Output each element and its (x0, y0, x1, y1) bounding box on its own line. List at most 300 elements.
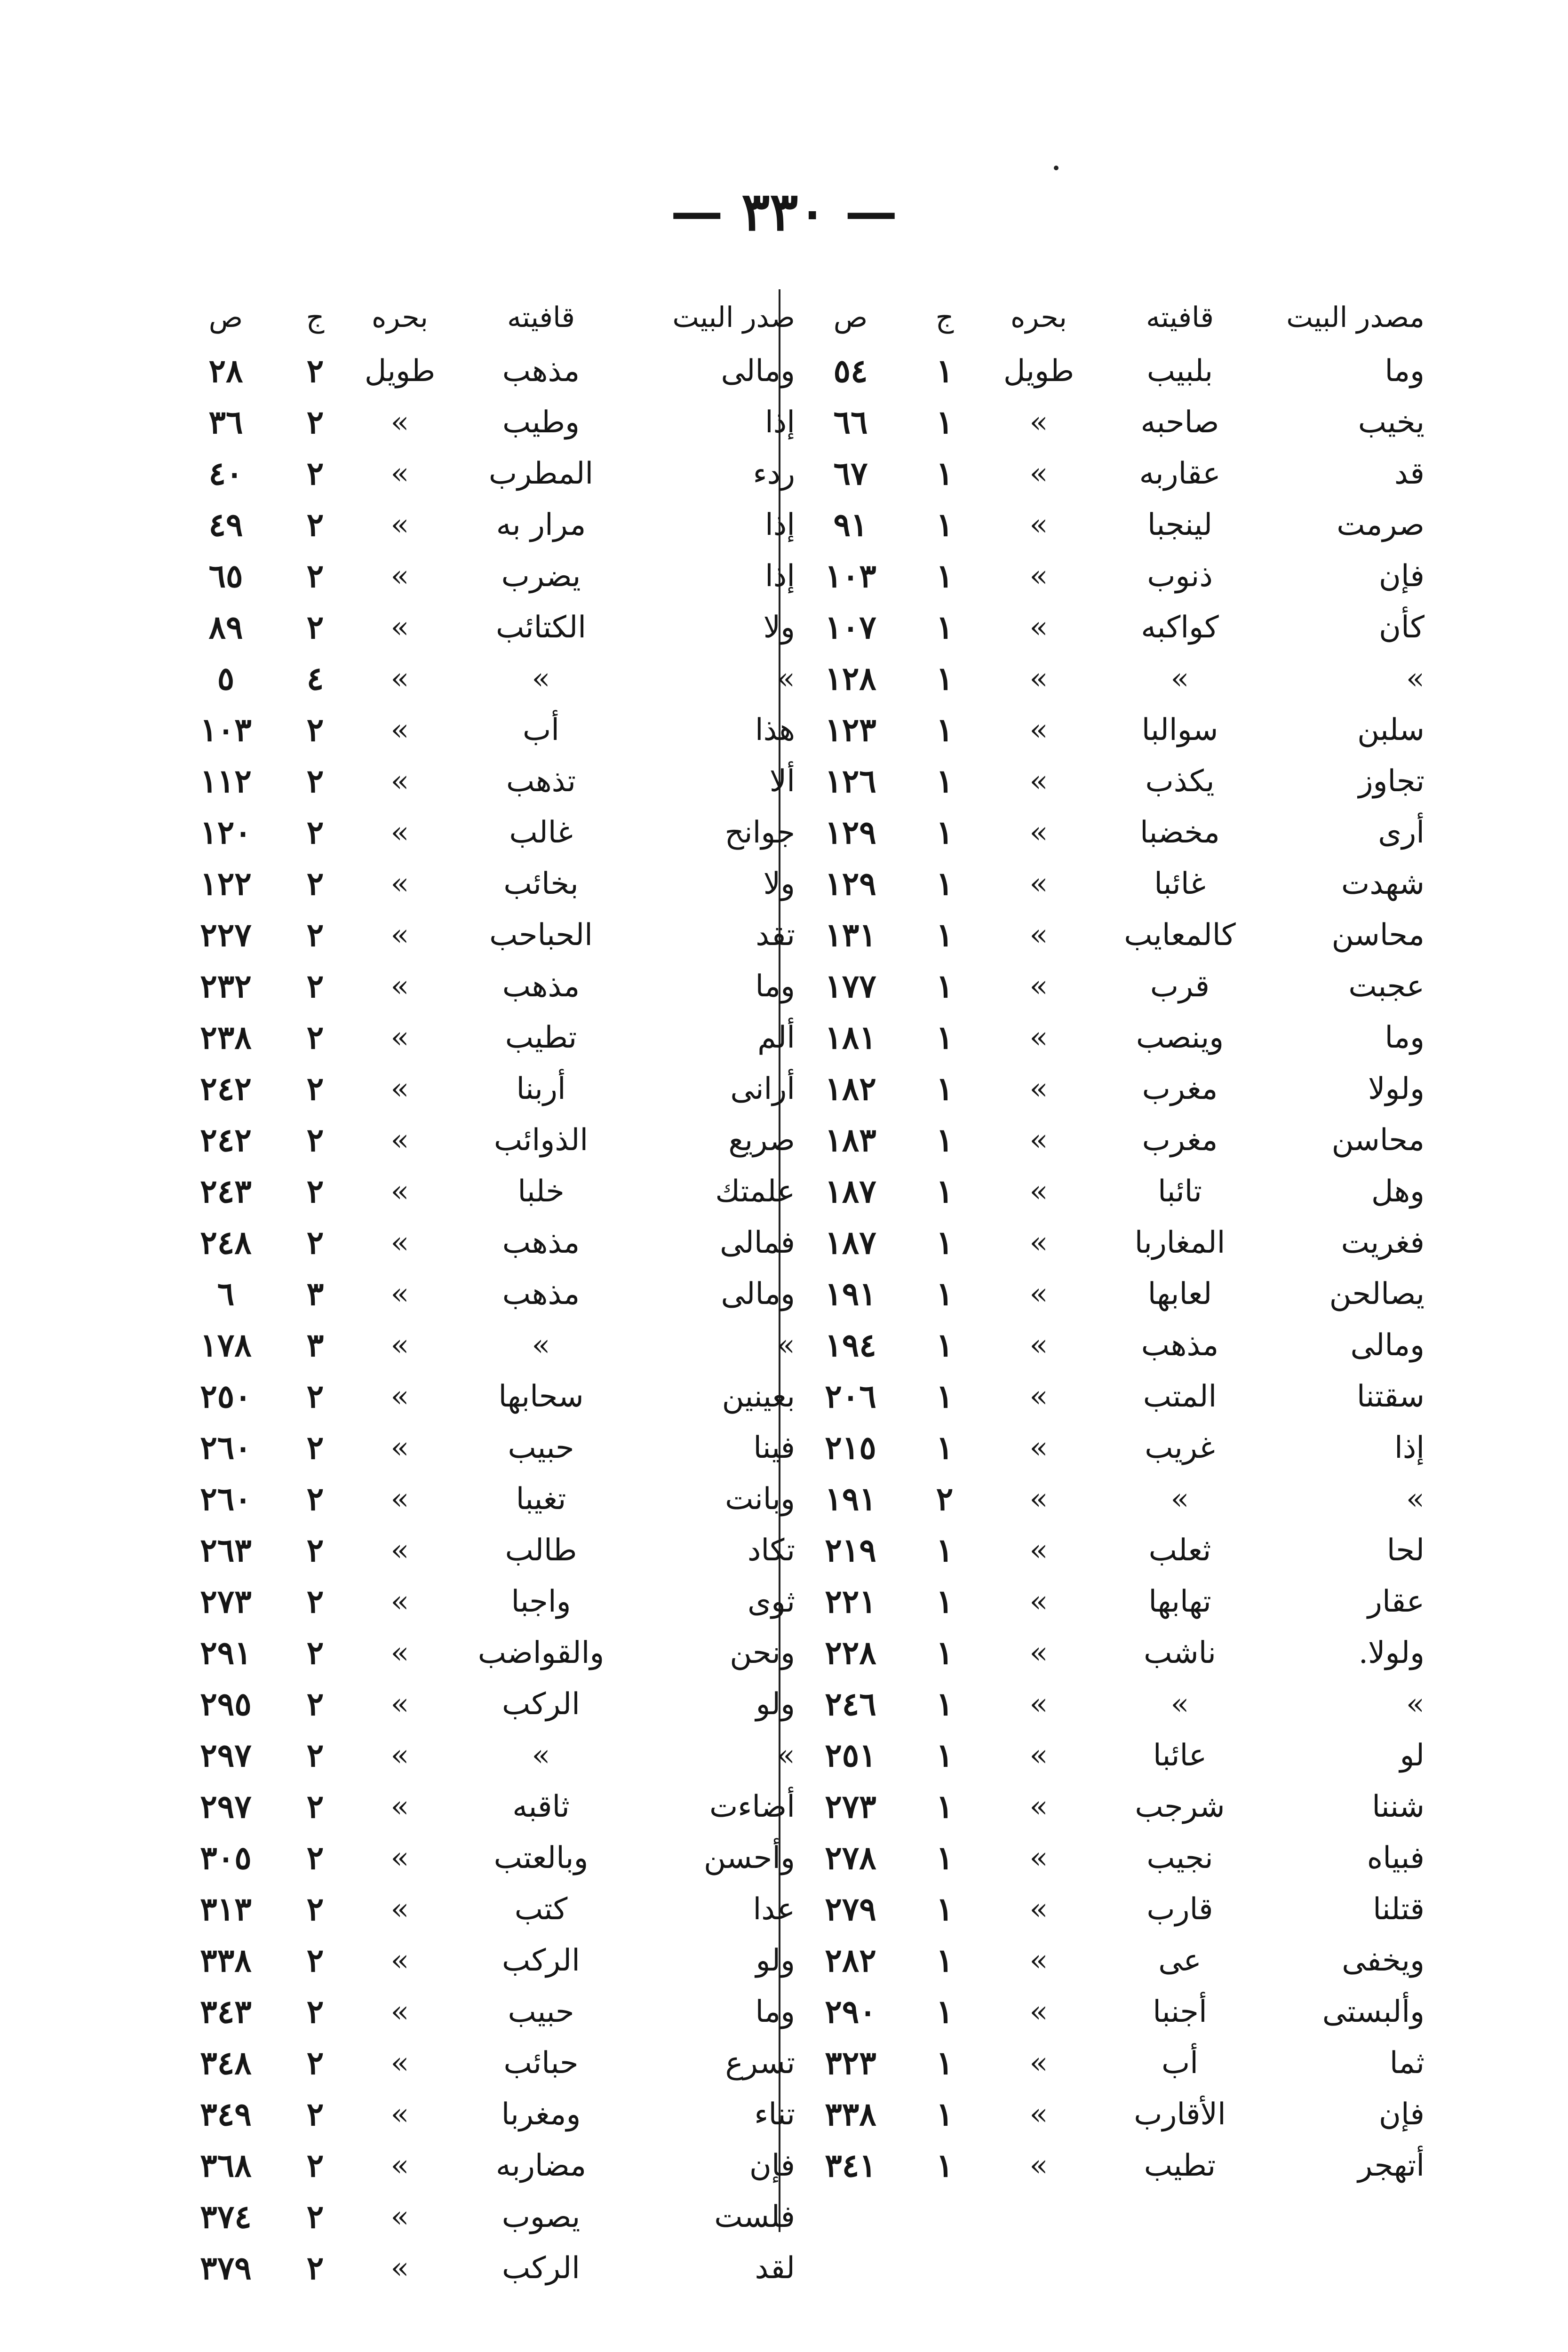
entry-safha: ١٢٢ (200, 865, 252, 903)
entry-safha: ١٣١ (825, 916, 876, 954)
entry-qafiya: وينصب (1136, 1020, 1224, 1055)
entry-bahr: » (390, 508, 409, 542)
entry-sadr: لحا (1386, 1533, 1425, 1568)
entry-qafiya: الأقارب (1134, 2097, 1226, 2132)
entry-sadr: سلبن (1357, 713, 1425, 747)
entry-safha: ٢٣٨ (200, 1019, 252, 1057)
entry-sadr: فينا (753, 1430, 795, 1465)
entry-bahr: » (390, 1533, 409, 1568)
entry-sadr: لو (1400, 1738, 1425, 1773)
entry-juz: ١ (936, 865, 954, 903)
header-bahr: بحره (372, 301, 428, 334)
entry-bahr: طويل (1003, 354, 1075, 389)
entry-bahr: » (1029, 1738, 1048, 1773)
entry-sadr: إذا (764, 405, 795, 440)
entry-sadr: فلست (714, 2200, 795, 2234)
entry-safha: ٣٣٨ (825, 2096, 876, 2133)
entry-sadr: ردء (753, 456, 795, 491)
table-row (151, 1730, 804, 1781)
entry-juz: ١ (936, 660, 954, 698)
table-row (151, 1628, 804, 1679)
table-row (780, 1371, 1434, 1422)
entry-sadr: ومالى (721, 354, 795, 389)
entry-juz: ٢ (306, 814, 324, 851)
entry-bahr: طويل (364, 354, 436, 389)
entry-sadr: وبانت (725, 1482, 795, 1517)
header-qafiya: قافيته (1146, 301, 1214, 334)
entry-bahr: » (390, 866, 409, 901)
entry-qafiya: أربنا (516, 1072, 566, 1106)
entry-juz: ٢ (306, 1532, 324, 1569)
entry-bahr: » (1029, 1943, 1048, 1978)
entry-qafiya: تغيبا (516, 1482, 566, 1517)
entry-sadr: فبياه (1367, 1841, 1425, 1875)
entry-qafiya: تذهب (506, 764, 576, 799)
entry-juz: ١ (936, 1070, 954, 1108)
entry-sadr: » (1406, 1482, 1425, 1517)
entry-qafiya: غائبا (1154, 866, 1206, 901)
header-safha: ص (833, 301, 868, 334)
entry-sadr: بعينين (722, 1379, 795, 1414)
table-row (780, 1320, 1434, 1371)
entry-qafiya: غريب (1145, 1430, 1215, 1465)
entry-qafiya: لينجبا (1147, 508, 1213, 542)
entry-juz: ٢ (306, 2147, 324, 2185)
entry-bahr: » (390, 1072, 409, 1106)
entry-juz: ٢ (306, 2198, 324, 2236)
entry-safha: ٥٤ (833, 352, 868, 390)
entry-bahr: » (1029, 1789, 1048, 1824)
entry-safha: ٣٧٩ (200, 2249, 252, 2287)
entry-bahr: » (1029, 1636, 1048, 1670)
table-row (151, 756, 804, 807)
entry-sadr: » (776, 1328, 795, 1363)
entry-juz: ٢ (306, 609, 324, 646)
entry-qafiya: كالمعايب (1124, 918, 1236, 953)
entry-safha: ٢٤٢ (200, 1070, 252, 1108)
entry-bahr: » (390, 661, 409, 696)
entry-juz: ١ (936, 404, 954, 441)
entry-bahr: » (1029, 1379, 1048, 1414)
entry-bahr: » (390, 1789, 409, 1824)
entry-juz: ١ (936, 506, 954, 544)
entry-bahr: » (390, 969, 409, 1004)
entry-juz: ٢ (936, 1480, 954, 1518)
table-row (780, 1730, 1434, 1781)
entry-bahr: » (1029, 764, 1048, 799)
table-row (151, 1576, 804, 1628)
entry-bahr: » (390, 1123, 409, 1158)
entry-qafiya: مذهب (502, 1277, 580, 1311)
entry-sadr: تقد (756, 918, 795, 953)
table-row (780, 1166, 1434, 1217)
entry-bahr: » (1029, 1277, 1048, 1311)
entry-bahr: » (390, 2200, 409, 2234)
entry-bahr: » (1029, 661, 1048, 696)
entry-sadr: عدا (753, 1892, 795, 1927)
entry-bahr: » (1029, 559, 1048, 594)
entry-safha: ١٨٧ (825, 1173, 876, 1210)
entry-juz: ٤ (306, 660, 324, 698)
entry-qafiya: ثعلب (1148, 1533, 1211, 1568)
entry-sadr: وألبستى (1322, 1994, 1425, 2029)
entry-safha: ٢٨ (208, 352, 243, 390)
entry-safha: ٢٥٠ (200, 1378, 252, 1415)
entry-qafiya: الركب (502, 1943, 580, 1978)
table-row (151, 397, 804, 448)
entry-safha: ١٩١ (825, 1275, 876, 1313)
entry-juz: ٢ (306, 1891, 324, 1928)
entry-bahr: » (1029, 918, 1048, 953)
entry-sadr: » (1406, 1687, 1425, 1722)
entry-sadr: صرمت (1337, 508, 1425, 542)
entry-bahr: » (1029, 1430, 1048, 1465)
entry-sadr: أتهجر (1358, 2148, 1425, 2183)
entry-juz: ١ (936, 1121, 954, 1159)
entry-bahr: » (1029, 610, 1048, 645)
entry-juz: ٢ (306, 1429, 324, 1467)
entry-juz: ٢ (306, 711, 324, 749)
table-row (151, 1525, 804, 1576)
entry-safha: ٢٢٨ (825, 1634, 876, 1672)
entry-qafiya: المغاربا (1134, 1225, 1226, 1260)
entry-juz: ٢ (306, 404, 324, 441)
entry-juz: ١ (936, 968, 954, 1005)
entry-bahr: » (1029, 866, 1048, 901)
entry-safha: ١١٢ (200, 763, 252, 800)
table-row (780, 858, 1434, 910)
entry-safha: ٢٠٦ (825, 1378, 876, 1415)
page-number: — ٣٣٠ — (670, 181, 898, 243)
entry-safha: ٢٤٣ (200, 1173, 252, 1210)
entry-sadr: وما (1385, 1020, 1425, 1055)
entry-qafiya: مخضبا (1140, 815, 1220, 850)
entry-bahr: » (1029, 456, 1048, 491)
entry-juz: ٢ (306, 1378, 324, 1415)
table-row (780, 1576, 1434, 1628)
table-row (780, 2089, 1434, 2140)
entry-safha: ٢٩١ (200, 1634, 252, 1672)
entry-safha: ٢٥١ (825, 1737, 876, 1774)
entry-bahr: » (390, 2097, 409, 2132)
entry-qafiya: مذهب (1141, 1328, 1219, 1363)
entry-qafiya: » (532, 1738, 550, 1773)
entry-bahr: » (390, 918, 409, 953)
entry-qafiya: عى (1158, 1943, 1202, 1978)
entry-safha: ٢٨٢ (825, 1942, 876, 1979)
entry-juz: ٢ (306, 1224, 324, 1262)
entry-juz: ٢ (306, 865, 324, 903)
entry-sadr: ولا (763, 610, 795, 645)
entry-qafiya: مذهب (502, 1225, 580, 1260)
table-row (151, 602, 804, 653)
entry-juz: ١ (936, 814, 954, 851)
entry-safha: ٦٥ (208, 557, 243, 595)
entry-qafiya: » (532, 1328, 550, 1363)
table-row (780, 1422, 1434, 1474)
entry-sadr: هذا (755, 713, 795, 747)
entry-sadr: يخيب (1358, 405, 1425, 440)
entry-safha: ٢٤٦ (825, 1685, 876, 1723)
table-row (780, 756, 1434, 807)
table-row (780, 1833, 1434, 1884)
entry-juz: ٣ (306, 1327, 324, 1364)
entry-bahr: » (1029, 815, 1048, 850)
entry-qafiya: بلبيب (1146, 354, 1213, 389)
entry-sadr: تناء (754, 2097, 795, 2132)
table-row (780, 1884, 1434, 1935)
entry-juz: ٣ (306, 1275, 324, 1313)
entry-sadr: إذا (1394, 1430, 1425, 1465)
entry-juz: ١ (936, 1942, 954, 1979)
table-row (780, 2140, 1434, 2192)
entry-sadr: فإن (1378, 2097, 1425, 2132)
table-row (151, 2038, 804, 2089)
table-row (151, 961, 804, 1012)
entry-sadr: ولولا. (1358, 1636, 1425, 1670)
table-row (151, 1833, 804, 1884)
entry-qafiya: تائبا (1158, 1174, 1202, 1209)
table-row (151, 2140, 804, 2192)
entry-juz: ٢ (306, 1685, 324, 1723)
entry-juz: ٢ (306, 1070, 324, 1108)
entry-bahr: » (390, 764, 409, 799)
entry-sadr: عقار (1368, 1584, 1425, 1619)
table-row (780, 1679, 1434, 1730)
entry-juz: ١ (936, 609, 954, 646)
entry-safha: ٢٦٣ (200, 1532, 252, 1569)
entry-safha: ٢٧٣ (825, 1788, 876, 1826)
entry-bahr: » (390, 1328, 409, 1363)
entry-safha: ٦٧ (833, 455, 868, 493)
entry-safha: ١٨١ (825, 1019, 876, 1057)
entry-sadr: وما (755, 969, 795, 1004)
table-row (151, 1115, 804, 1166)
entry-safha: ٦٦ (833, 404, 868, 441)
entry-qafiya: حبيب (508, 1994, 574, 2029)
table-row (151, 2089, 804, 2140)
entry-qafiya: ومغربا (501, 2097, 581, 2132)
entry-safha: ٣٦٨ (200, 2147, 252, 2185)
table-row (780, 346, 1434, 397)
entry-sadr: تجاوز (1358, 764, 1425, 799)
entry-safha: ٢٢٧ (200, 916, 252, 954)
entry-safha: ٣٢٣ (825, 2044, 876, 2082)
entry-sadr: شننا (1372, 1789, 1425, 1824)
entry-safha: ٢٧٩ (825, 1891, 876, 1928)
entry-juz: ٢ (306, 1788, 324, 1826)
entry-qafiya: واجبا (511, 1584, 571, 1619)
entry-sadr: ومالى (721, 1277, 795, 1311)
entry-juz: ١ (936, 2044, 954, 2082)
entry-safha: ٢٩٧ (200, 1788, 252, 1826)
entry-qafiya: غالب (509, 815, 573, 850)
entry-juz: ٢ (306, 763, 324, 800)
entry-sadr: أضاءت (709, 1789, 795, 1824)
entry-qafiya: تطيب (505, 1020, 577, 1055)
entry-juz: ٢ (306, 1634, 324, 1672)
table-row (151, 1064, 804, 1115)
entry-qafiya: قرب (1150, 969, 1210, 1004)
entry-sadr: محاسن (1331, 1123, 1425, 1158)
entry-qafiya: وبالعتب (493, 1841, 589, 1875)
entry-qafiya: ناشب (1144, 1636, 1216, 1670)
entry-qafiya: طالب (505, 1533, 577, 1568)
entry-safha: ١٧٨ (200, 1327, 252, 1364)
entry-safha: ٣٦ (208, 404, 243, 441)
entry-juz: ٢ (306, 557, 324, 595)
entry-qafiya: أب (1161, 2046, 1199, 2081)
table-row (151, 551, 804, 602)
entry-sadr: تكاد (747, 1533, 795, 1568)
entry-safha: ٣١٣ (200, 1891, 252, 1928)
entry-juz: ١ (936, 1019, 954, 1057)
table-row (151, 448, 804, 500)
entry-sadr: كأن (1379, 610, 1425, 645)
entry-qafiya: المتب (1143, 1379, 1217, 1414)
entry-bahr: » (390, 1379, 409, 1414)
entry-qafiya: » (1170, 1482, 1189, 1517)
entry-qafiya: خلبا (517, 1174, 565, 1209)
entry-bahr: » (390, 1277, 409, 1311)
entry-juz: ١ (936, 2096, 954, 2133)
table-row (151, 1884, 804, 1935)
index-column-right (780, 289, 1434, 2312)
table-row (780, 397, 1434, 448)
entry-safha: ٣٧٤ (200, 2198, 252, 2236)
table-row (151, 910, 804, 961)
entry-sadr: أرانى (730, 1072, 795, 1106)
entry-sadr: فإن (749, 2148, 795, 2183)
entry-sadr: ثوى (748, 1584, 795, 1619)
entry-juz: ٢ (306, 2249, 324, 2287)
entry-bahr: » (1029, 1841, 1048, 1875)
entry-sadr: » (1406, 661, 1425, 696)
table-row (780, 1781, 1434, 1833)
entry-sadr: لقد (755, 2251, 795, 2286)
entry-bahr: » (390, 1225, 409, 1260)
entry-sadr: إذا (764, 508, 795, 542)
entry-sadr: » (776, 661, 795, 696)
entry-bahr: » (390, 1430, 409, 1465)
entry-bahr: » (1029, 1174, 1048, 1209)
entry-bahr: » (1029, 1994, 1048, 2029)
entry-qafiya: الركب (502, 1687, 580, 1722)
entry-sadr: ألم (757, 1020, 795, 1055)
entry-sadr: عجبت (1348, 969, 1425, 1004)
entry-qafiya: الحباحب (489, 918, 593, 953)
entry-qafiya: سوالبا (1141, 713, 1218, 747)
entry-qafiya: الركب (502, 2251, 580, 2286)
entry-bahr: » (1029, 508, 1048, 542)
entry-juz: ١ (936, 1378, 954, 1415)
entry-safha: ٣٤٣ (200, 1993, 252, 2031)
table-row (151, 1935, 804, 1986)
table-row (780, 448, 1434, 500)
entry-juz: ٢ (306, 1583, 324, 1621)
table-row (780, 1269, 1434, 1320)
table-row (780, 1474, 1434, 1525)
entry-juz: ٢ (306, 1121, 324, 1159)
entry-juz: ١ (936, 1634, 954, 1672)
entry-juz: ٢ (306, 352, 324, 390)
entry-qafiya: عقاربه (1139, 456, 1221, 491)
header-juz: ج (306, 301, 325, 334)
entry-bahr: » (390, 610, 409, 645)
entry-sadr: وما (1385, 354, 1425, 389)
index-rows-right (780, 346, 1434, 2192)
entry-safha: ٢٩٧ (200, 1737, 252, 1774)
entry-sadr: أرى (1378, 815, 1425, 850)
entry-safha: ٢٣٢ (200, 968, 252, 1005)
table-row (151, 653, 804, 705)
entry-safha: ١٢٣ (825, 711, 876, 749)
entry-bahr: » (390, 1636, 409, 1670)
entry-safha: ٣٣٨ (200, 1942, 252, 1979)
entry-juz: ١ (936, 1275, 954, 1313)
entry-juz: ٢ (306, 2096, 324, 2133)
entry-bahr: » (390, 1994, 409, 2029)
entry-qafiya: شرجب (1135, 1789, 1225, 1824)
entry-qafiya: كواكبه (1141, 610, 1219, 645)
table-row (780, 551, 1434, 602)
entry-qafiya: صاحبه (1140, 405, 1219, 440)
entry-sadr: فمالى (720, 1225, 795, 1260)
table-row (780, 1935, 1434, 1986)
index-column-left (151, 289, 804, 2312)
entry-qafiya: يكذب (1145, 764, 1215, 799)
entry-juz: ٢ (306, 1737, 324, 1774)
entry-qafiya: كتب (514, 1892, 568, 1927)
entry-bahr: » (390, 815, 409, 850)
column-header-row (780, 289, 1434, 346)
entry-juz: ١ (936, 2147, 954, 2185)
table-row (151, 1217, 804, 1269)
entry-safha: ٤٠ (208, 455, 243, 493)
entry-qafiya: الذوائب (493, 1123, 589, 1158)
entry-juz: ١ (936, 1891, 954, 1928)
entry-bahr: » (390, 1687, 409, 1722)
entry-bahr: » (390, 1174, 409, 1209)
entry-safha: ٢٢١ (825, 1583, 876, 1621)
entry-sadr: ومالى (1350, 1328, 1425, 1363)
table-row (780, 705, 1434, 756)
entry-juz: ١ (936, 1532, 954, 1569)
entry-bahr: » (1029, 713, 1048, 747)
entry-qafiya: ثاقبه (512, 1789, 570, 1824)
entry-sadr: وأحسن (703, 1841, 795, 1875)
entry-juz: ٢ (306, 2044, 324, 2082)
entry-juz: ١ (936, 352, 954, 390)
entry-bahr: » (1029, 2046, 1048, 2081)
entry-sadr: وهل (1371, 1174, 1425, 1209)
header-qafiya: قافيته (507, 301, 575, 334)
entry-qafiya: » (1170, 661, 1189, 696)
table-row (151, 1679, 804, 1730)
entry-safha: ١٧٧ (825, 968, 876, 1005)
entry-bahr: » (1029, 1533, 1048, 1568)
entry-qafiya: سحابها (498, 1379, 584, 1414)
entry-safha: ٢٤٢ (200, 1121, 252, 1159)
entry-bahr: » (1029, 1687, 1048, 1722)
entry-bahr: » (390, 2251, 409, 2286)
entry-juz: ١ (936, 1685, 954, 1723)
entry-safha: ٨٩ (208, 609, 243, 646)
header-bahr: بحره (1011, 301, 1067, 334)
entry-juz: ١ (936, 1173, 954, 1210)
entry-sadr: ولو (756, 1943, 795, 1978)
entry-juz: ١ (936, 1788, 954, 1826)
